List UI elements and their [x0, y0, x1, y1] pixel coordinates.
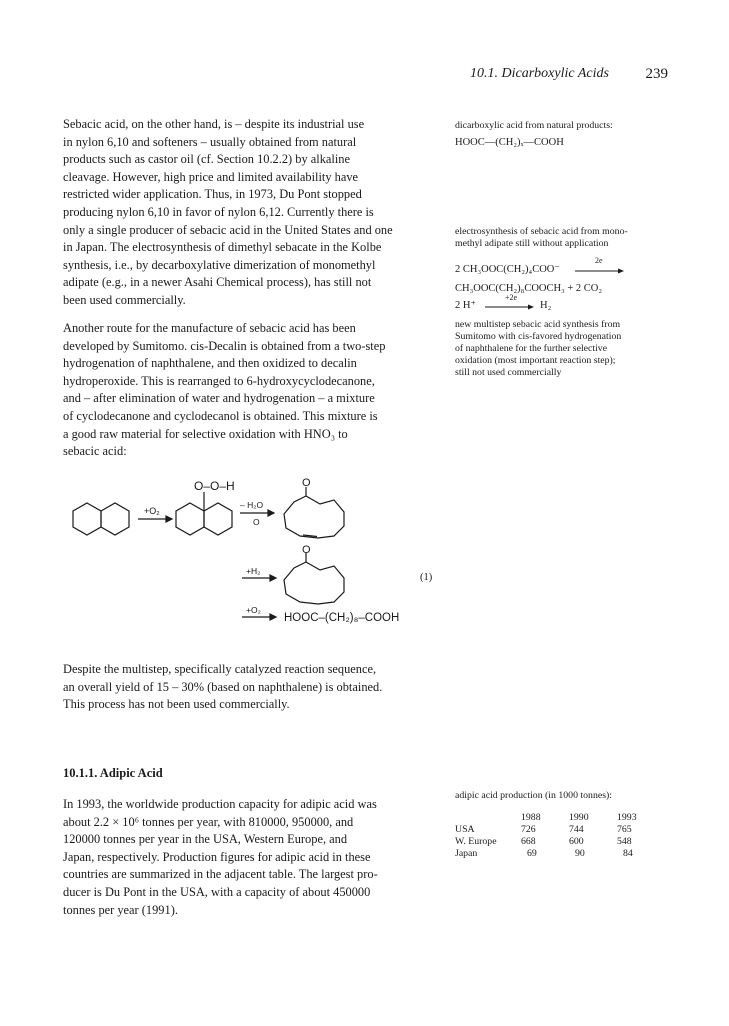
margin-note-production-table — [455, 790, 667, 860]
reaction-scheme — [60, 476, 460, 631]
table-title: adipic acid production (in 1000 tonnes): — [455, 790, 612, 801]
paragraph-sebacic-intro — [63, 116, 429, 310]
reaction-arrow-dehydration — [240, 510, 274, 516]
running-header — [440, 66, 670, 86]
equation-arrow — [485, 303, 535, 311]
text-line: of cyclodecanone and cyclodecanol is obtained. This mixture is — [63, 408, 378, 423]
text-line: about 2.2 × 10⁶ tonnes per year, with 810000, 950000, and — [63, 814, 354, 829]
table-cell-country: Japan — [455, 848, 478, 859]
table-header-year: 1988 — [521, 812, 541, 823]
text-line: cleavage. However, high price and limited availability have — [63, 169, 359, 184]
table-cell: 744 — [569, 824, 584, 835]
text-line: only a single producer of sebacic acid in the United States and one — [63, 222, 393, 237]
text-line: restricted wider application. Thus, in 1973, Du Pont stopped — [63, 187, 362, 202]
equation-reactant: 2 H⁺ — [455, 300, 476, 311]
text-line: sebacic acid: — [63, 444, 127, 459]
margin-note-text: Sumitomo with cis-favored hydrogenation — [455, 331, 622, 342]
text-line: This process has not been used commercially. — [63, 697, 290, 712]
hydrogen-equation — [455, 293, 667, 314]
margin-note-text: electrosynthesis of sebacic acid from mono- — [455, 226, 628, 237]
margin-note-text: oxidation (most important reaction step); — [455, 355, 616, 366]
table-cell: 90 — [575, 848, 585, 859]
cyclodecenone-structure — [284, 487, 344, 538]
table-header-year: 1993 — [617, 812, 637, 823]
table-cell-country: W. Europe — [455, 836, 497, 847]
equation-product: H₂ — [540, 300, 552, 311]
equation-arrow-label: 2e — [595, 256, 603, 265]
table-header-empty — [455, 812, 521, 824]
text-line: ducer is Du Pont in the USA, with a capacity of about 450000 — [63, 884, 371, 899]
equation-arrow-label: +2e — [505, 293, 518, 302]
text-line: countries are summarized in the adjacent table. The largest pro- — [63, 867, 378, 882]
table-header-year: 1990 — [569, 812, 589, 823]
margin-note-text: of naphthalene for the further selective — [455, 343, 608, 354]
table-cell: 600 — [569, 836, 584, 847]
margin-note-formula: HOOC—(CH₂)ₓ—COOH — [455, 137, 564, 148]
decalin-hydroperoxide-structure — [176, 492, 232, 535]
text-line: synthesis, i.e., by decarboxylative dimerization of monomethyl — [63, 257, 376, 272]
table-cell-country: USA — [455, 824, 475, 835]
equation-number: (1) — [420, 572, 433, 583]
text-line: and – after elimination of water and hydrogenation – a mixture — [63, 391, 375, 406]
table-row — [455, 848, 657, 860]
margin-note-text: still not used commercially — [455, 367, 562, 378]
text-line: hydrogenation of naphthalene, and then oxidized to decalin — [63, 356, 357, 371]
margin-note-electrosynthesis — [455, 226, 667, 250]
section-heading: 10.1.1. Adipic Acid — [63, 766, 163, 780]
margin-note-text: dicarboxylic acid from natural products: — [455, 120, 613, 131]
equation-arrow — [575, 267, 625, 275]
table-row — [455, 824, 657, 836]
margin-note-text: new multistep sebacic acid synthesis from — [455, 319, 621, 330]
text-line: an overall yield of 15 – 30% (based on naphthalene) is obtained. — [63, 679, 383, 694]
margin-note-sumitomo — [455, 319, 667, 379]
reagent-o2b-label: +O₂ — [246, 605, 261, 615]
reagent-o-label: O — [253, 517, 260, 527]
text-line: Sebacic acid, on the other hand, is – despite its industrial use — [63, 117, 365, 131]
table-cell: 84 — [623, 848, 633, 859]
ketone-oxygen-label-2: O — [302, 544, 311, 556]
text-line: in nylon 6,10 and softeners – usually obtained from natural — [63, 134, 357, 149]
kolbe-equation-1 — [455, 256, 667, 278]
text-line: In 1993, the worldwide production capacity for adipic acid was — [63, 797, 377, 811]
reagent-h2o-label: – H₂O — [240, 500, 264, 510]
hydroperoxide-label: O–O–H — [194, 479, 235, 493]
reagent-o2-label: +O₂ — [144, 506, 160, 516]
text-line: developed by Sumitomo. cis-Decalin is obtained from a two-step — [63, 338, 386, 353]
text-line: in Japan. The electrosynthesis of dimethyl sebacate in the Kolbe — [63, 240, 382, 255]
table-cell: 548 — [617, 836, 632, 847]
production-table — [455, 812, 657, 860]
reagent-h2-label: +H₂ — [246, 566, 261, 576]
text-line: products such as castor oil (cf. Section 10.2.2) by alkaline — [63, 152, 350, 167]
text-line: Despite the multistep, specifically catalyzed reaction sequence, — [63, 662, 377, 676]
page-number: 239 — [645, 66, 668, 82]
text-line: adipate (e.g., in a newer Asahi Chemical process), has still not — [63, 275, 372, 290]
paragraph-adipic-capacity — [63, 796, 429, 919]
text-line: Japan, respectively. Production figures for adipic acid in these — [63, 849, 371, 864]
reaction-arrow-o2 — [138, 516, 172, 522]
table-cell: 726 — [521, 824, 536, 835]
text-line: a good raw material for selective oxidation with HNO₃ to — [63, 426, 348, 441]
table-row — [455, 836, 657, 848]
text-line: producing nylon 6,10 in favor of nylon 6,12. Currently there is — [63, 204, 374, 219]
cyclodecanone-structure — [284, 553, 344, 604]
text-line: Another route for the manufacture of sebacic acid has been — [63, 321, 356, 335]
text-line: been used commercially. — [63, 292, 186, 307]
table-header-row — [455, 812, 657, 824]
text-line: hydroperoxide. This is rearranged to 6-hydroxycyclodecanone, — [63, 373, 375, 388]
margin-note-text: methyl adipate still without application — [455, 238, 609, 249]
text-line: 120000 tonnes per year in the USA, Western Europe, and — [63, 832, 348, 847]
paragraph-sumitomo-route — [63, 320, 429, 461]
ketone-oxygen-label: O — [302, 477, 311, 489]
product-sebacic-acid: HOOC–(CH₂)₈–COOH — [284, 612, 400, 624]
table-cell: 765 — [617, 824, 632, 835]
table-cell: 69 — [527, 848, 537, 859]
table-cell: 668 — [521, 836, 536, 847]
paragraph-yield — [63, 661, 429, 714]
margin-note-natural-products — [455, 120, 667, 149]
equation-reactant: 2 CH₃OOC(CH₂)₄COO⁻ — [455, 264, 560, 275]
text-line: tonnes per year (1991). — [63, 902, 178, 917]
decalin-structure — [73, 503, 129, 535]
kolbe-equation-2: CH₃OOC(CH₂)₈COOCH₃ + 2 CO₂ — [455, 283, 603, 294]
section-title: 10.1. Dicarboxylic Acids — [470, 66, 609, 81]
